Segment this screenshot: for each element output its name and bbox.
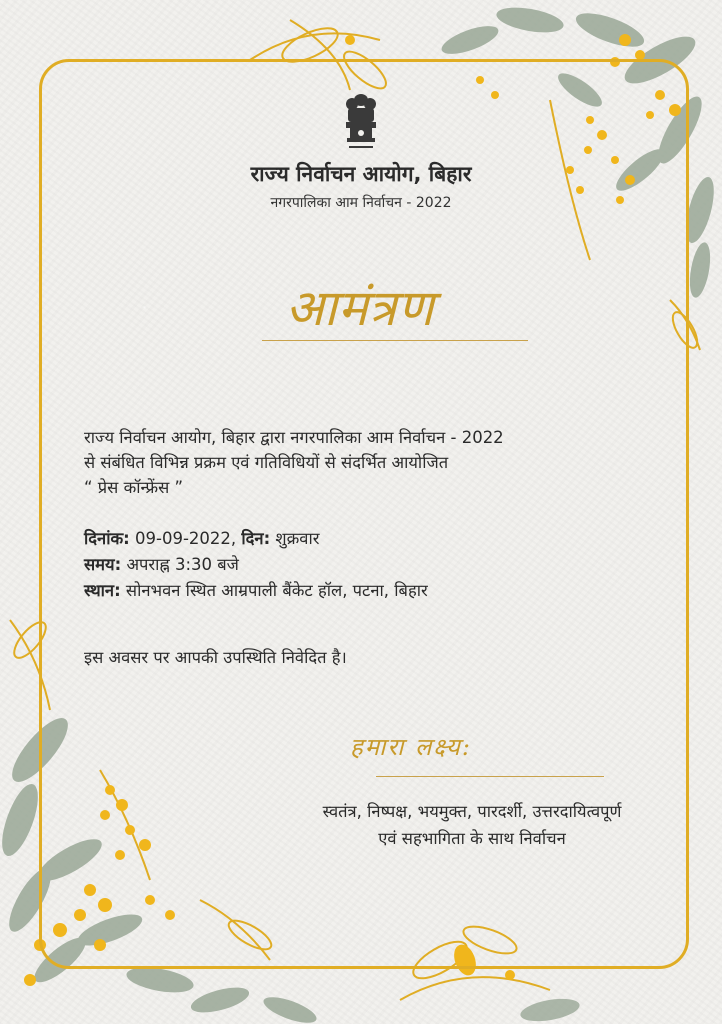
date-value: 09-09-2022, (129, 529, 242, 548)
venue-label: स्थान: (84, 581, 121, 600)
goal-line: स्वतंत्र, निष्पक्ष, भयमुक्त, पारदर्शी, उत्तरदायित्वपूर्ण (322, 802, 622, 821)
time-row (84, 552, 664, 578)
date-row (84, 526, 664, 552)
intro-line: राज्य निर्वाचन आयोग, बिहार द्वारा नगरपालिका आम निर्वाचन - 2022 (84, 428, 504, 447)
invitation-heading: आमंत्रण (285, 279, 435, 337)
event-details (84, 526, 664, 604)
time-value: अपराह्न 3:30 बजे (121, 555, 239, 574)
intro-line: से संबंधित विभिन्न प्रक्रम एवं गतिविधियों से संदर्भित आयोजित (84, 453, 449, 472)
intro-line: “ प्रेस कॉन्फ्रेंस ” (84, 478, 184, 497)
election-subtitle: नगरपालिका आम निर्वाचन - 2022 (270, 195, 452, 211)
closing-line: इस अवसर पर आपकी उपस्थिति निवेदित है। (84, 648, 347, 667)
day-label: दिन: (241, 529, 271, 548)
time-label: समय: (84, 555, 122, 574)
date-label: दिनांक: (84, 529, 130, 548)
venue-row (84, 578, 664, 604)
goal-underline (376, 776, 604, 777)
national-emblem-icon (343, 92, 379, 150)
venue-value: सोनभवन स्थित आम्रपाली बैंकेट हॉल, पटना, बिहार (120, 581, 428, 600)
day-value: शुक्रवार (270, 529, 320, 548)
invitation-intro (84, 425, 664, 500)
goal-text (262, 798, 682, 852)
goal-line: एवं सहभागिता के साथ निर्वाचन (378, 829, 566, 848)
heading-underline (262, 340, 528, 341)
commission-title: राज्य निर्वाचन आयोग, बिहार (250, 162, 472, 186)
goal-heading: हमारा लक्ष्य: (350, 733, 472, 761)
